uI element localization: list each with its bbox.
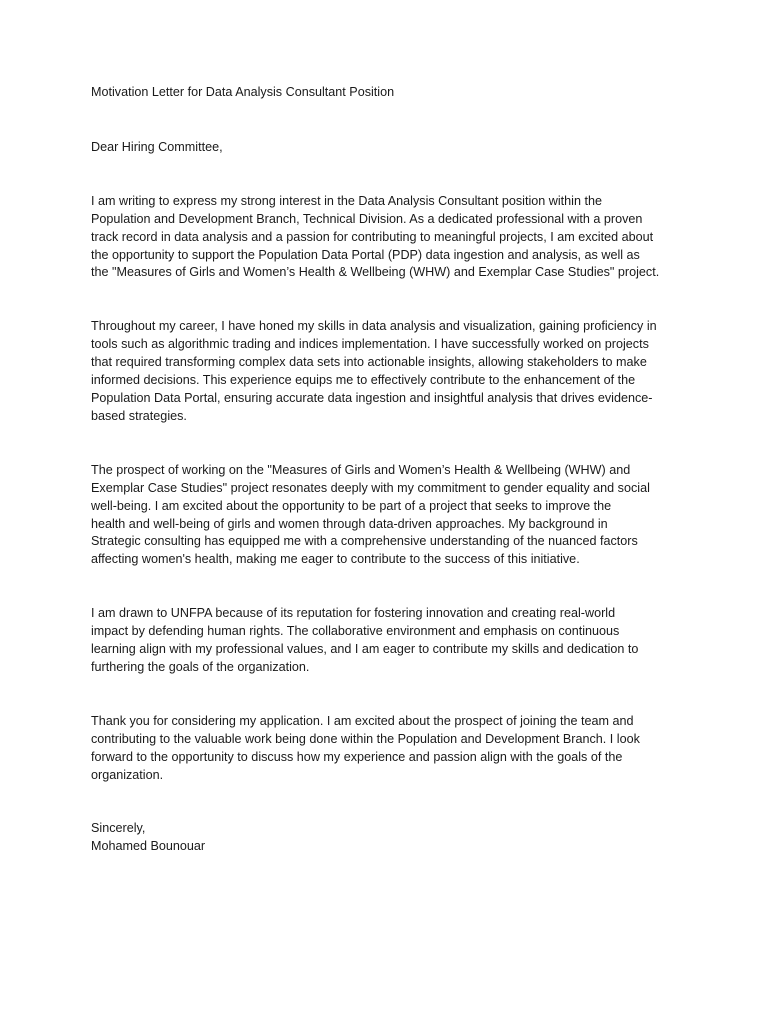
paragraph-line: well-being. I am excited about the opportunity to be part of a project that seeks to improve the bbox=[91, 498, 612, 513]
paragraph-line: Thank you for considering my application. I am excited about the prospect of joining the team and bbox=[91, 713, 634, 728]
paragraph-line: the "Measures of Girls and Women’s Health & Wellbeing (WHW) and Exemplar Case Studies" project. bbox=[91, 265, 660, 280]
closing-block bbox=[91, 820, 681, 856]
paragraph-line: I am writing to express my strong interest in the Data Analysis Consultant position within the bbox=[91, 193, 602, 208]
paragraph-line: that required transforming complex data sets into actionable insights, allowing stakeholders to make bbox=[91, 355, 647, 370]
paragraph-intro bbox=[91, 193, 681, 283]
motivation-letter bbox=[91, 84, 681, 856]
paragraph-line: The prospect of working on the "Measures of Girls and Women’s Health & Wellbeing (WHW) and bbox=[91, 462, 631, 477]
paragraph-line: forward to the opportunity to discuss how my experience and passion align with the goals of the bbox=[91, 749, 623, 764]
letter-title: Motivation Letter for Data Analysis Consultant Position bbox=[91, 85, 395, 99]
paragraph-line: organization. bbox=[91, 767, 164, 782]
paragraph-thanks bbox=[91, 713, 681, 785]
paragraph-career bbox=[91, 318, 681, 425]
paragraph-project bbox=[91, 462, 681, 569]
paragraph-line: track record in data analysis and a passion for contributing to meaningful projects, I am excited about bbox=[91, 229, 654, 244]
signature-name: Mohamed Bounouar bbox=[91, 839, 206, 854]
closing: Sincerely, bbox=[91, 821, 146, 836]
paragraph-line: the opportunity to support the Population Data Portal (PDP) data ingestion and analysis, as well as bbox=[91, 247, 640, 262]
salutation: Dear Hiring Committee, bbox=[91, 139, 223, 154]
paragraph-line: I am drawn to UNFPA because of its reputation for fostering innovation and creating real-world bbox=[91, 606, 616, 621]
paragraph-line: health and well-being of girls and women through data-driven approaches. My background in bbox=[91, 516, 608, 531]
paragraph-line: impact by defending human rights. The collaborative environment and emphasis on continuous bbox=[91, 624, 620, 639]
paragraph-line: affecting women's health, making me eager to contribute to the success of this initiative. bbox=[91, 552, 580, 567]
paragraph-line: furthering the goals of the organization. bbox=[91, 659, 310, 674]
paragraph-line: informed decisions. This experience equips me to effectively contribute to the enhancement of the bbox=[91, 373, 636, 388]
paragraph-line: Population and Development Branch, Technical Division. As a dedicated professional with a proven bbox=[91, 211, 643, 226]
paragraph-line: learning align with my professional values, and I am eager to contribute my skills and dedication to bbox=[91, 642, 639, 657]
paragraph-line: Population Data Portal, ensuring accurate data ingestion and insightful analysis that drives evidence- bbox=[91, 390, 653, 405]
paragraph-line: Exemplar Case Studies" project resonates deeply with my commitment to gender equality and social bbox=[91, 480, 650, 495]
paragraph-line: Strategic consulting has equipped me with a comprehensive understanding of the nuanced factors bbox=[91, 534, 638, 549]
paragraph-line: contributing to the valuable work being done within the Population and Development Branch. I look bbox=[91, 731, 640, 746]
paragraph-line: tools such as algorithmic trading and indices implementation. I have successfully worked on projects bbox=[91, 337, 649, 352]
paragraph-line: Throughout my career, I have honed my skills in data analysis and visualization, gaining proficiency in bbox=[91, 319, 657, 334]
paragraph-line: based strategies. bbox=[91, 408, 187, 423]
paragraph-unfpa bbox=[91, 605, 681, 677]
